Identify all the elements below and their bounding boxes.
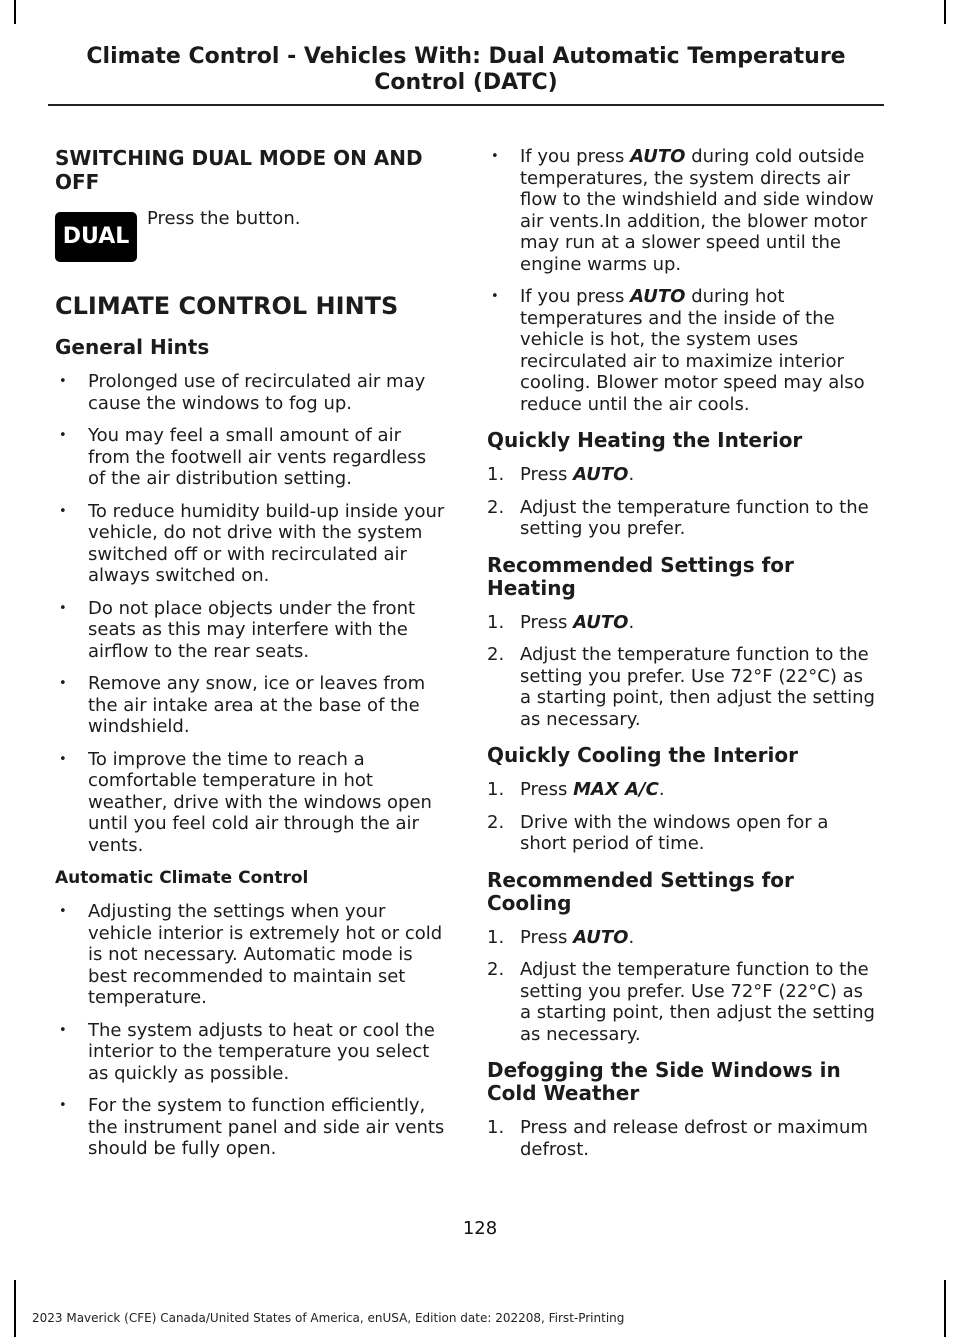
step-item: 1. Press AUTO.: [487, 926, 635, 948]
step-item: 1. Press AUTO.: [487, 464, 635, 485]
list-item: • To reduce humidity build-up inside your vehicle, do not drive with the system switched off or with recirculated air always switched on.: [55, 501, 447, 587]
page-number: 128: [462, 1218, 498, 1239]
list-item: • If you press AUTO during hot temperatures and the inside of the vehicle is hot, the system uses recirculated air to maximize interior cooling. Blower motor speed may also reduce until the air cools.: [487, 286, 879, 415]
footer-edition: 2023 Maverick (CFE) Canada/United States of America, enUSA, Edition date: 202208, First-Printing: [32, 1311, 625, 1325]
crop-mark-top-right: [944, 0, 946, 24]
list-item: • The system adjusts to heat or cool the interior to the temperature you select as quickly as possible.: [55, 1020, 447, 1085]
automatic-climate-heading: Automatic Climate Control: [55, 868, 309, 888]
dual-mode-row: [55, 208, 447, 268]
list-item: • Remove any snow, ice or leaves from the air intake area at the base of the windshield.: [55, 673, 447, 738]
header-line-1: Climate Control - Vehicles With: Dual Automatic Temperature: [86, 44, 846, 69]
quick-cooling-heading: Quickly Cooling the Interior: [487, 743, 798, 767]
left-column: [55, 146, 447, 1171]
dual-mode-heading: SWITCHING DUAL MODE ON AND OFF: [55, 146, 423, 194]
step-item: 1. Press MAX A/C.: [487, 779, 665, 800]
step-item: 2. Drive with the windows open for a short period of time.: [487, 811, 829, 854]
general-hints-list: [55, 371, 447, 856]
general-hints-heading: General Hints: [55, 335, 210, 359]
list-item: • If you press AUTO during cold outside temperatures, the system directs air flow to the windshield and side window air vents.In addition, the blower motor may run at a slower speed until the engine warms up.: [487, 146, 879, 275]
step-item: 1. Press AUTO.: [487, 611, 635, 633]
crop-mark-bottom-right: [944, 1280, 946, 1337]
right-column: [487, 146, 879, 1171]
recommended-heating-heading: Recommended Settings for Heating: [487, 552, 794, 600]
step-item: 2. Adjust the temperature function to the setting you prefer.: [487, 496, 869, 539]
list-item: • You may feel a small amount of air from the footwell air vents regardless of the air distribution setting.: [55, 425, 447, 490]
auto-keyword: AUTO: [630, 286, 686, 307]
list-item: • Prolonged use of recirculated air may cause the windows to fog up.: [55, 371, 447, 414]
quick-cooling-steps: [487, 779, 879, 855]
header-line-2: Control (DATC): [374, 70, 558, 95]
dual-button-icon: DUAL: [55, 212, 137, 262]
step-item: 2. Adjust the temperature function to the setting you prefer. Use 72°F (22°C) as a starting point, then adjust the setting as necessary.: [487, 644, 875, 730]
auto-keyword: AUTO: [630, 146, 686, 167]
quick-heating-heading: Quickly Heating the Interior: [487, 428, 803, 452]
crop-mark-bottom-left: [14, 1280, 16, 1337]
recommended-cooling-heading: Recommended Settings for Cooling: [487, 867, 794, 915]
list-item: • To improve the time to reach a comfortable temperature in hot weather, drive with the windows open until you feel cold air through the air vents.: [55, 749, 447, 857]
recommended-heating-steps: [487, 612, 879, 731]
list-item: • For the system to function efficiently, the instrument panel and side air vents should be fully open.: [55, 1095, 447, 1160]
recommended-cooling-steps: [487, 927, 879, 1046]
dual-mode-instruction: Press the button.: [147, 208, 301, 229]
defog-steps: [487, 1117, 879, 1160]
step-item: 2. Adjust the temperature function to the setting you prefer. Use 72°F (22°C) as a starting point, then adjust the setting as necessary.: [487, 959, 875, 1045]
list-item: • Do not place objects under the front seats as this may interfere with the airflow to the rear seats.: [55, 598, 447, 663]
auto-behavior-list: [487, 146, 879, 415]
crop-mark-top-left: [14, 0, 16, 24]
climate-hints-heading: CLIMATE CONTROL HINTS: [55, 292, 399, 320]
list-item: • Adjusting the settings when your vehicle interior is extremely hot or cold is not necessary. Automatic mode is best recommended to maintain set temperature.: [55, 901, 447, 1009]
automatic-climate-list: [55, 901, 447, 1160]
page-header: [48, 44, 884, 96]
defog-heading: Defogging the Side Windows in Cold Weather: [487, 1058, 841, 1105]
quick-heating-steps: [487, 464, 879, 540]
header-rule: [48, 104, 884, 106]
step-item: 1. Press and release defrost or maximum defrost.: [487, 1117, 868, 1160]
